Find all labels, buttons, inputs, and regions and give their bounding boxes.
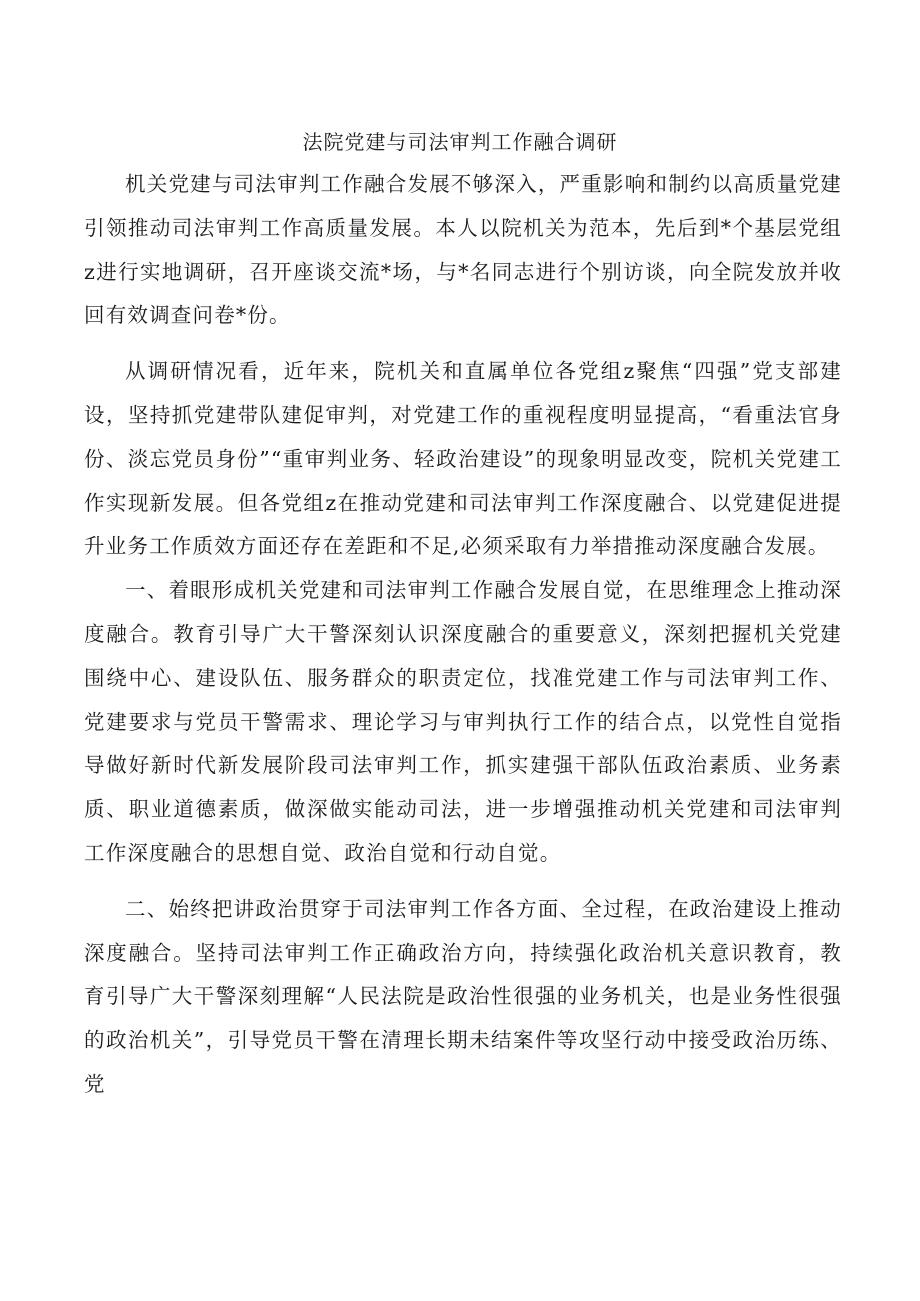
paragraph-findings: 从调研情况看，近年来，院机关和直属单位各党组z聚焦“四强”党支部建设，坚持抓党建带队建促审判，对党建工作的重视程度明显提高，“看重法官身份、淡忘党员身份”“重审判业务、轻政治建设”的现象明显改变，院机关党建工作实现新发展。但各党组z在推动党建和司法审判工作深度融合、以党建促进提升业务工作质效方面还存在差距和不足,必须采取有力举措推动深度融合发展。 [84, 359, 842, 559]
document-title: 法院党建与司法审判工作融合调研 [302, 130, 618, 154]
paragraph-point-two: 二、始终把讲政治贯穿于司法审判工作各方面、全过程，在政治建设上推动深度融合。坚持司法审判工作正确政治方向，持续强化政治机关意识教育，教育引导广大干警深刻理解“人民法院是政治性很强的业务机关，也是业务性很强的政治机关”，引导党员干警在清理长期未结案件等攻坚行动中接受政治历练、党 [84, 896, 842, 1096]
paragraph-intro: 机关党建与司法审判工作融合发展不够深入，严重影响和制约以高质量党建引领推动司法审判工作高质量发展。本人以院机关为范本，先后到*个基层党组z进行实地调研，召开座谈交流*场，与*名同志进行个别访谈，向全院发放并收回有效调查问卷*份。 [84, 172, 842, 328]
paragraph-point-one: 一、着眼形成机关党建和司法审判工作融合发展自觉，在思维理念上推动深度融合。教育引导广大干警深刻认识深度融合的重要意义，深刻把握机关党建围绕中心、建设队伍、服务群众的职责定位，找准党建工作与司法审判工作、党建要求与党员干警需求、理论学习与审判执行工作的结合点，以党性自觉指导做好新时代新发展阶段司法审判工作，抓实建强干部队伍政治素质、业务素质、职业道德素质，做深做实能动司法，进一步增强推动机关党建和司法审判工作深度融合的思想自觉、政治自觉和行动自觉。 [84, 578, 842, 865]
document-body [84, 163, 842, 1107]
